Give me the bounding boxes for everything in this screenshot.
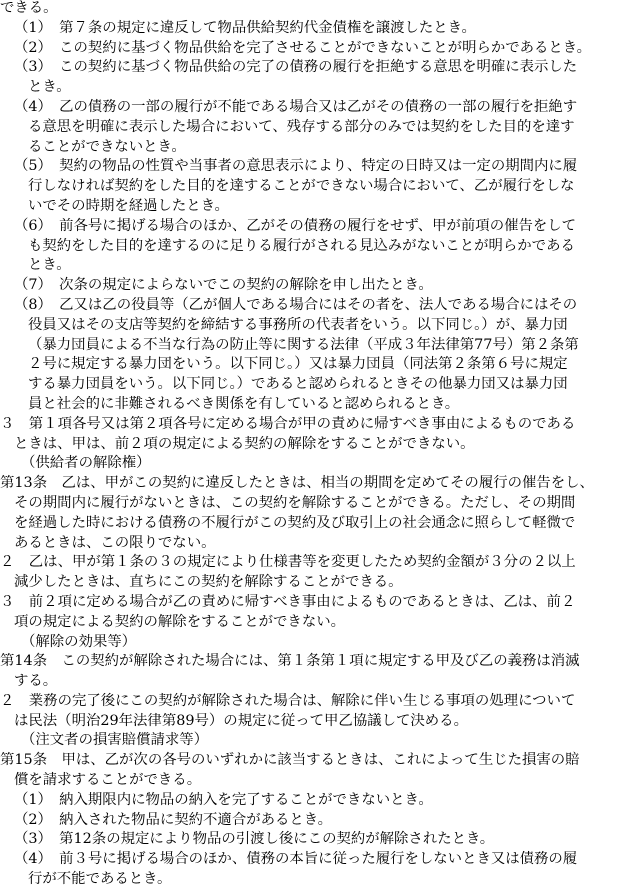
document-line: は民法（明治29年法律第89号）の規定に従って甲乙協議して決める。 — [14, 712, 468, 729]
document-line: その期間内に履行がないときは、この契約を解除することができる。ただし、その期間 — [14, 494, 576, 511]
document-line: あるときは、この限りでない。 — [14, 534, 216, 551]
document-line: ２号に規定する暴力団をいう。以下同じ。）又は暴力団員（同法第２条第６号に規定 — [28, 356, 568, 373]
document-line: （2） この契約に基づく物品供給を完了させることができないことが明らかであるとき。 — [14, 39, 592, 56]
document-line: （3） 第12条の規定により物品の引渡し後にこの契約が解除されたとき。 — [14, 831, 495, 848]
document-line: とき。 — [28, 257, 71, 274]
document-line: ３ 第１項各号又は第２項各号に定める場合が甲の責めに帰すべき事由によるものである — [0, 415, 576, 432]
document-line: 減少したときは、直ちにこの契約を解除することができる。 — [14, 574, 403, 591]
document-line: （6） 前各号に掲げる場合のほか、乙がその債務の履行をせず、甲が前項の催告をして — [14, 217, 577, 234]
document-line: とき。 — [28, 79, 71, 96]
document-line: する。 — [14, 673, 58, 690]
document-line: （4） 前３号に掲げる場合のほか、債務の本旨に従った履行をしないとき又は債務の履 — [14, 851, 578, 868]
document-line: （注文者の損害賠償請求等） — [21, 732, 209, 749]
document-line: （4） 乙の債務の一部の履行が不能である場合又は乙がその債務の一部の履行を拒絶す — [14, 98, 578, 115]
document-line: 行が不能であるとき。 — [28, 871, 172, 888]
document-line: を経過した時における債務の不履行がこの契約及び取引上の社会通念に照らして軽微で — [14, 514, 576, 531]
document-line: （8） 乙又は乙の役員等（乙が個人である場合にはその者を、法人である場合にはその — [14, 296, 578, 313]
document-line: （3） この契約に基づく物品供給の完了の債務の履行を拒絶する意思を明確に表示した — [14, 59, 578, 76]
document-line: 項の規定による契約の解除をすることができない。 — [14, 613, 345, 630]
document-line: （1） 納入期限内に物品の納入を完了することができないとき。 — [14, 791, 433, 808]
document-line: ２ 業務の完了後にこの契約が解除された場合は、解除に伴い生じる事項の処理について — [0, 692, 576, 709]
document-line: 第15条 甲は、乙が次の各号のいずれかに該当するときは、これによって生じた損害の賠 — [0, 752, 580, 769]
document-line: （1） 第７条の規定に違反して物品供給契約代金債権を譲渡したとき。 — [14, 19, 476, 36]
document-line: （解除の効果等） — [21, 633, 137, 650]
document-line: 役員又はその支店等契約を締結する事務所の代表者をいう。以下同じ。）が、暴力団 — [28, 316, 568, 333]
document-line: 行しなければ契約をした目的を達することができない場合において、乙が履行をしな — [28, 178, 575, 195]
document-line: （供給者の解除権） — [21, 455, 151, 472]
document-line: できる。 — [0, 0, 58, 16]
document-line: （5） 契約の物品の性質や当事者の意思表示により、特定の日時又は一定の期間内に履 — [14, 158, 578, 175]
document-line: （2） 納入された物品に契約不適合があるとき。 — [14, 811, 332, 828]
document-line: 償を請求することができる。 — [14, 772, 202, 789]
document-line: 第13条 乙は、甲がこの契約に違反したときは、相当の期間を定めてその履行の催告をし、 — [0, 475, 594, 492]
document-line: ３ 前２項に定める場合が乙の責めに帰すべき事由によるものであるときは、乙は、前２ — [0, 593, 576, 610]
document-line: 員と社会的に非難されるべき関係を有していると認められるとき。 — [28, 395, 460, 412]
document-line: も契約をした目的を達するのに足りる履行がされる見込みがないことが明らかである — [28, 237, 575, 254]
document-line: ２ 乙は、甲が第１条の３の規定により仕様書等を変更したため契約金額が３分の２以上 — [0, 554, 576, 571]
document-line: （暴力団員による不当な行為の防止等に関する法律（平成３年法律第77号）第２条第 — [28, 336, 579, 353]
document-line: いでその時期を経過したとき。 — [28, 197, 229, 214]
document-line: ときは、甲は、前２項の規定による契約の解除をすることができない。 — [14, 435, 475, 452]
document-line: 第14条 この契約が解除された場合には、第１条第１項に規定する甲及び乙の義務は消滅 — [0, 653, 580, 670]
document-line: する暴力団員をいう。以下同じ。）であると認められるときその他暴力団又は暴力団 — [28, 376, 568, 393]
document-line: （7） 次条の規定によらないでこの契約の解除を申し出たとき。 — [14, 277, 433, 294]
document-line: ることができないとき。 — [28, 138, 186, 155]
document-line: る意思を明確に表示した場合において、残存する部分のみでは契約をした目的を達す — [28, 118, 575, 135]
